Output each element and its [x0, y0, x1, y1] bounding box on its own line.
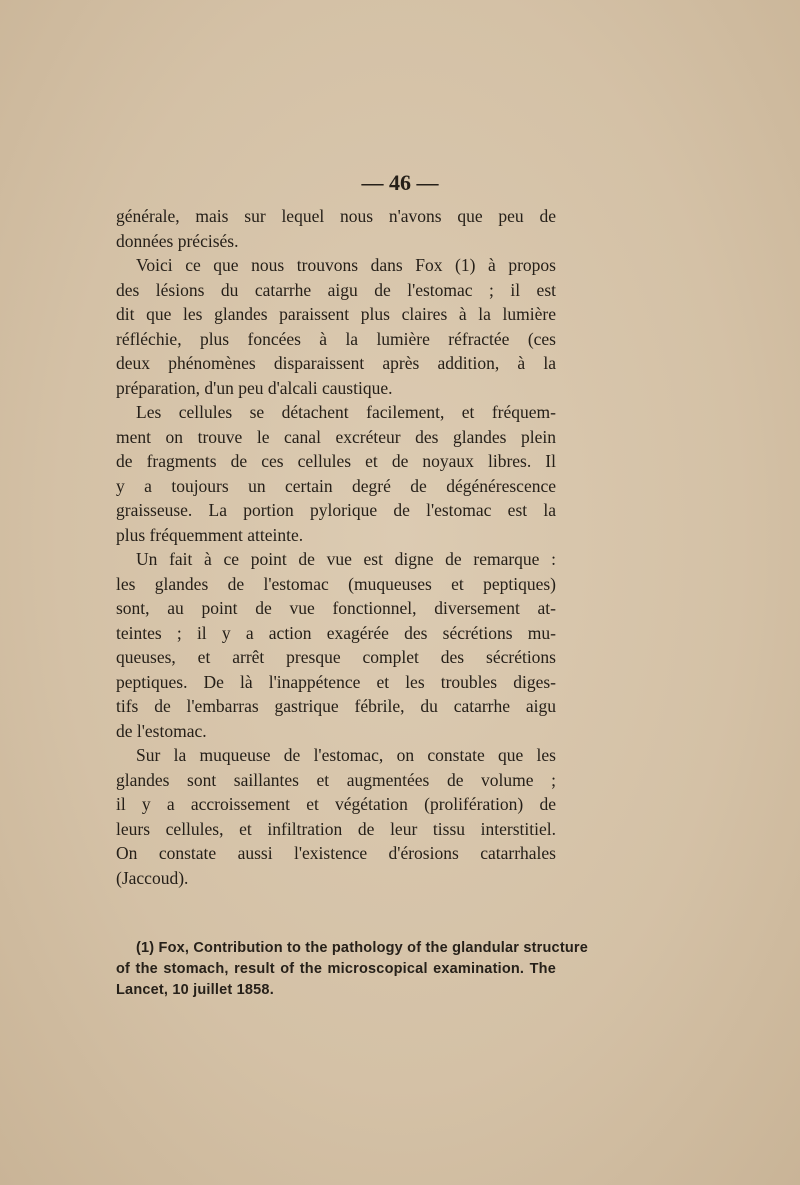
footnote-line: Lancet, 10 juillet 1858.	[116, 982, 274, 998]
text-line: Sur la muqueuse de l'estomac, on constate que les	[136, 745, 556, 765]
text-line: Voici ce que nous trouvons dans Fox (1) à propos	[136, 255, 556, 275]
text-line: On constate aussi l'existence d'érosions catarrhales	[116, 843, 556, 863]
body-text	[116, 204, 556, 890]
text-line: sont, au point de vue fonctionnel, diversement at-	[116, 598, 556, 618]
text-line: Les cellules se détachent facilement, et fréquem-	[136, 402, 556, 422]
text-line: plus fréquemment atteinte.	[116, 524, 304, 545]
text-line: ment on trouve le canal excréteur des glandes plein	[116, 426, 556, 447]
text-line: teintes ; il y a action exagérée des sécrétions mu-	[116, 622, 556, 643]
paragraph-5	[116, 743, 556, 890]
text-line: Un fait à ce point de vue est digne de remarque :	[136, 549, 556, 569]
text-line: y a toujours un certain degré de dégénérescence	[116, 475, 556, 496]
paragraph-1	[116, 204, 556, 253]
text-line: peptiques. De là l'inappétence et les troubles diges-	[116, 671, 556, 692]
text-line: préparation, d'un peu d'alcali caustique.	[116, 377, 393, 398]
text-line: deux phénomènes disparaissent après addition, à la	[116, 353, 556, 373]
text-line: tifs de l'embarras gastrique fébrile, du catarrhe aigu	[116, 696, 556, 716]
text-line: générale, mais sur lequel nous n'avons que peu de	[116, 206, 556, 226]
text-line: (Jaccoud).	[116, 867, 189, 888]
page-number: — 46 —	[361, 170, 439, 195]
paragraph-3	[116, 400, 556, 547]
footnote-line: of the stomach, result of the microscopical examination. The	[116, 961, 556, 977]
text-line: les glandes de l'estomac (muqueuses et peptiques)	[116, 573, 556, 594]
text-line: leurs cellules, et infiltration de leur tissu interstitiel.	[116, 818, 556, 839]
text-line: queuses, et arrêt presque complet des sécrétions	[116, 647, 556, 667]
text-line: il y a accroissement et végétation (prolifération) de	[116, 794, 556, 814]
text-line: de l'estomac.	[116, 720, 207, 741]
text-line: réfléchie, plus foncées à la lumière réfractée (ces	[116, 328, 556, 349]
text-line: de fragments de ces cellules et de noyaux libres. Il	[116, 451, 556, 471]
text-line: dit que les glandes paraissent plus claires à la lumière	[116, 304, 556, 324]
paragraph-2	[116, 253, 556, 400]
footnote-line: (1) Fox, Contribution to the pathology of the glandular structure	[136, 940, 589, 956]
text-line: données précisés.	[116, 230, 239, 251]
paragraph-4	[116, 547, 556, 743]
text-line: graisseuse. La portion pylorique de l'estomac est la	[116, 500, 556, 520]
text-line: glandes sont saillantes et augmentées de volume ;	[116, 769, 556, 790]
footnote	[116, 938, 589, 1001]
text-line: des lésions du catarrhe aigu de l'estomac ; il est	[116, 279, 556, 300]
